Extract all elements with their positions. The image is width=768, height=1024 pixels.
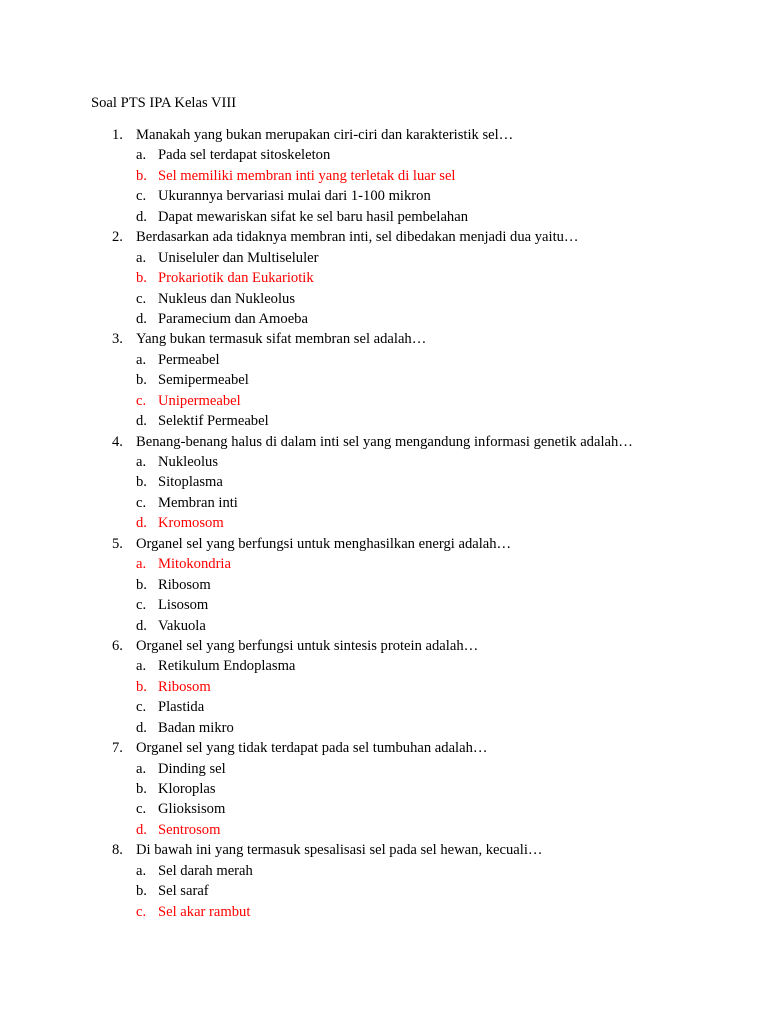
question-text: Organel sel yang berfungsi untuk menghasilkan energi adalah… bbox=[136, 535, 512, 552]
option-text: Ribosom bbox=[158, 576, 211, 593]
option-letter: b. bbox=[136, 167, 147, 184]
answer-option bbox=[0, 902, 768, 922]
question-number: 5. bbox=[112, 535, 123, 552]
option-text: Sel memiliki membran inti yang terletak di luar sel bbox=[158, 167, 456, 184]
option-item bbox=[0, 248, 768, 268]
option-item bbox=[0, 759, 768, 779]
option-text: Sel akar rambut bbox=[158, 903, 251, 920]
option-item bbox=[0, 207, 768, 227]
option-text: Uniseluler dan Multiseluler bbox=[158, 249, 319, 266]
option-item bbox=[0, 411, 768, 431]
option-item bbox=[0, 145, 768, 165]
option-letter: c. bbox=[136, 188, 147, 205]
option-text: Kloroplas bbox=[158, 781, 216, 797]
option-letter: b. bbox=[136, 474, 147, 491]
option-text: Dapat mewariskan sifat ke sel baru hasil pembelahan bbox=[158, 208, 469, 225]
option-item bbox=[0, 472, 768, 492]
question-number: 2. bbox=[112, 229, 123, 246]
question-text: Manakah yang bukan merupakan ciri-ciri dan karakteristik sel… bbox=[136, 127, 514, 143]
option-letter: d. bbox=[136, 208, 147, 225]
option-letter: b. bbox=[136, 781, 147, 797]
question-item bbox=[0, 329, 768, 349]
option-text: Badan mikro bbox=[158, 719, 234, 736]
option-letter: a. bbox=[136, 862, 147, 879]
question-item bbox=[0, 432, 768, 452]
option-item bbox=[0, 309, 768, 329]
option-letter: d. bbox=[136, 515, 147, 532]
option-letter: c. bbox=[136, 597, 147, 614]
answer-option bbox=[0, 554, 768, 574]
option-letter: c. bbox=[136, 801, 147, 818]
option-item bbox=[0, 350, 768, 370]
option-text: Sitoplasma bbox=[158, 474, 223, 491]
answer-option bbox=[0, 166, 768, 186]
option-letter: a. bbox=[136, 351, 147, 368]
question-item bbox=[0, 738, 768, 758]
answer-option bbox=[0, 513, 768, 533]
answer-option bbox=[0, 268, 768, 288]
question-number: 3. bbox=[112, 331, 123, 348]
option-item bbox=[0, 186, 768, 206]
option-item bbox=[0, 718, 768, 738]
option-letter: c. bbox=[136, 494, 147, 511]
question-text: Di bawah ini yang termasuk spesalisasi sel pada sel hewan, kecuali… bbox=[136, 842, 543, 859]
option-text: Mitokondria bbox=[158, 556, 231, 573]
option-item bbox=[0, 575, 768, 595]
question-item bbox=[0, 227, 768, 247]
document-title: Soal PTS IPA Kelas VIII bbox=[91, 95, 237, 111]
question-item bbox=[0, 636, 768, 656]
option-text: Sentrosom bbox=[158, 821, 221, 838]
question-text: Berdasarkan ada tidaknya membran inti, sel dibedakan menjadi dua yaitu… bbox=[136, 229, 579, 246]
option-letter: b. bbox=[136, 372, 147, 389]
option-text: Paramecium dan Amoeba bbox=[158, 310, 308, 327]
question-text: Organel sel yang berfungsi untuk sintesis protein adalah… bbox=[136, 637, 479, 654]
question-number: 1. bbox=[112, 127, 123, 143]
option-text: Nukleus dan Nukleolus bbox=[158, 290, 296, 307]
option-letter: a. bbox=[136, 454, 147, 470]
option-letter: a. bbox=[136, 760, 147, 777]
option-item bbox=[0, 370, 768, 390]
option-item bbox=[0, 697, 768, 717]
question-list bbox=[0, 125, 768, 922]
option-letter: d. bbox=[136, 617, 147, 634]
option-item bbox=[0, 289, 768, 309]
option-text: Sel darah merah bbox=[158, 862, 253, 879]
option-letter: d. bbox=[136, 310, 147, 327]
option-letter: b. bbox=[136, 576, 147, 593]
question-number: 4. bbox=[112, 433, 123, 450]
option-text: Retikulum Endoplasma bbox=[158, 658, 296, 675]
option-letter: d. bbox=[136, 821, 147, 838]
option-letter: c. bbox=[136, 290, 147, 307]
option-letter: c. bbox=[136, 699, 147, 716]
option-letter: a. bbox=[136, 249, 147, 266]
option-text: Vakuola bbox=[158, 617, 206, 634]
option-text: Plastida bbox=[158, 699, 205, 716]
option-letter: a. bbox=[136, 556, 147, 573]
option-item bbox=[0, 779, 768, 799]
option-text: Dinding sel bbox=[158, 760, 226, 777]
answer-option bbox=[0, 820, 768, 840]
option-text: Permeabel bbox=[158, 351, 220, 368]
question-item bbox=[0, 125, 768, 145]
question-text: Benang-benang halus di dalam inti sel yang mengandung informasi genetik adalah… bbox=[136, 433, 633, 450]
answer-option bbox=[0, 677, 768, 697]
option-item bbox=[0, 861, 768, 881]
option-text: Membran inti bbox=[158, 494, 238, 511]
option-item bbox=[0, 656, 768, 676]
option-text: Unipermeabel bbox=[158, 392, 241, 409]
question-text: Organel sel yang tidak terdapat pada sel tumbuhan adalah… bbox=[136, 740, 488, 757]
option-text: Ukurannya bervariasi mulai dari 1-100 mikron bbox=[158, 188, 431, 205]
option-text: Glioksisom bbox=[158, 801, 226, 818]
option-text: Kromosom bbox=[158, 515, 224, 532]
option-letter: c. bbox=[136, 392, 147, 409]
option-text: Ribosom bbox=[158, 678, 211, 695]
question-text: Yang bukan termasuk sifat membran sel adalah… bbox=[136, 331, 427, 348]
option-letter: d. bbox=[136, 413, 147, 430]
option-text: Selektif Permeabel bbox=[158, 413, 269, 430]
option-letter: b. bbox=[136, 883, 147, 900]
option-text: Pada sel terdapat sitoskeleton bbox=[158, 147, 331, 164]
answer-option bbox=[0, 391, 768, 411]
question-item bbox=[0, 534, 768, 554]
option-letter: b. bbox=[136, 270, 147, 287]
option-item bbox=[0, 595, 768, 615]
option-item bbox=[0, 452, 768, 472]
option-item bbox=[0, 799, 768, 819]
option-item bbox=[0, 616, 768, 636]
question-item bbox=[0, 840, 768, 860]
option-item bbox=[0, 493, 768, 513]
question-number: 6. bbox=[112, 637, 123, 654]
question-number: 8. bbox=[112, 842, 123, 859]
option-letter: a. bbox=[136, 147, 147, 164]
option-text: Nukleolus bbox=[158, 454, 218, 470]
option-letter: a. bbox=[136, 658, 147, 675]
option-text: Semipermeabel bbox=[158, 372, 249, 389]
option-letter: d. bbox=[136, 719, 147, 736]
option-text: Sel saraf bbox=[158, 883, 209, 900]
option-text: Lisosom bbox=[158, 597, 209, 614]
option-letter: b. bbox=[136, 678, 147, 695]
option-item bbox=[0, 881, 768, 901]
option-text: Prokariotik dan Eukariotik bbox=[158, 270, 314, 287]
option-letter: c. bbox=[136, 903, 147, 920]
question-number: 7. bbox=[112, 740, 123, 757]
